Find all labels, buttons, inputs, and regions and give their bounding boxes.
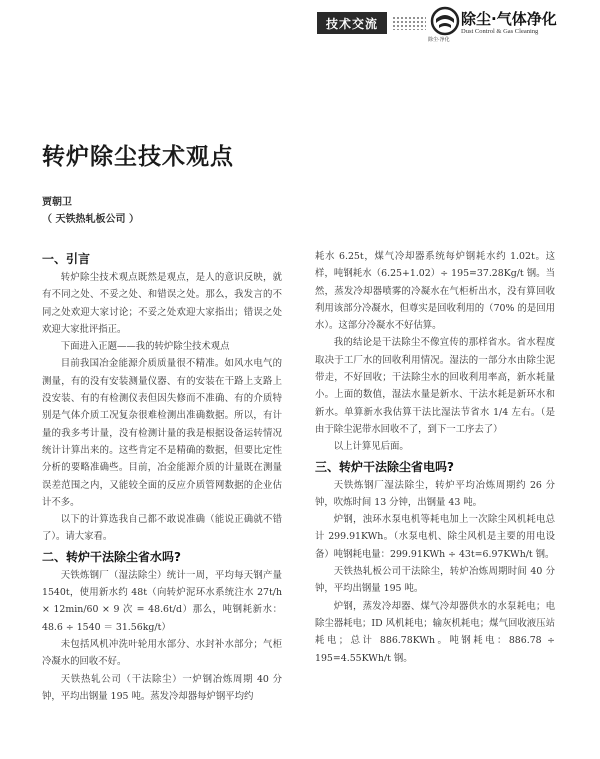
decorative-dots xyxy=(392,16,426,30)
section-heading: 三、转炉干法除尘省电吗? xyxy=(315,459,454,474)
body-paragraph: 未包括风机冲洗叶轮用水部分、水封补水部分；气柜冷凝水的回收不好。 xyxy=(42,638,282,668)
body-paragraph: 下面进入正题——我的转炉除尘技术观点 xyxy=(60,341,230,353)
logo-caption: 除尘·净化 xyxy=(428,37,450,43)
body-paragraph: 以上计算见后面。 xyxy=(333,441,409,453)
body-paragraph: 我的结论是干法除尘不像宣传的那样省水。省水程度取决于工厂水的回收利用情况。湿法的一部分水由除尘泥带走，不好回收；干法除尘水的回收利用率高，新水耗量小。上面的数值，湿法水量是新水、干法水耗是新环水和新水。单算新水我估算干法比湿法节省水 1/4 左右。（是由于除尘泥带水回收不了，到下一工序去了） xyxy=(315,337,555,435)
section-heading: 一、引言 xyxy=(42,252,91,266)
body-paragraph: 目前我国冶金能源介质质量很不精准。如风水电气的测量，有的没有安装测量仪器、有的安装在干路上支路上没安装、有的有检测仪表但因失修而不准确、有的介质特别是气体介质工况复杂很难检测出准确数据。所以，有计量的我多考计量，没有检测计量的我是根据设备运转情况统计计算出来的。这些肯定不是精确的数据，但要比定性分析的要略准确些。目前，冶金能源介质的计量既在测量误差范围之内，又能较全面的反应介质管网数据的企业估计不多。 xyxy=(42,358,282,508)
body-paragraph: 炉钢，浊环水泵电机等耗电加上一次除尘风机耗电总计 299.91KWh。（水泵电机、除尘风机是主要的用电设备）吨钢耗电量：299.91KWh ÷ 43t=6.97KWh/t 钢。 xyxy=(315,514,555,560)
right-column xyxy=(315,248,555,667)
body-paragraph: 转炉除尘技术观点既然是观点，是人的意识反映，就有不同之处、不妥之处、和错误之处。那么，我发言的不同之处欢迎大家讨论；不妥之处欢迎大家指出；错误之处欢迎大家批评指正。 xyxy=(42,272,282,335)
section-heading: 二、转炉干法除尘省水吗? xyxy=(42,549,181,564)
body-paragraph: 天铁炼钢厂（湿法除尘）统计一周，平均每天钢产量 1540t，使用新水约 48t（向转炉泥环水系统注水 27t/h × 12min/60 × 9 次 = 48.6t/d）那么，吨钢耗新水：48.6 ÷ 1540 ＝ 31.56kg/t） xyxy=(42,569,282,633)
body-paragraph: 炉钢，蒸发冷却器、煤气冷却器供水的水泵耗电；电除尘器耗电；ID 风机耗电；输灰机耗电；煤气回收液压站耗电；总计 886.78KWh。吨钢耗电：886.78 ÷ 195=4.55KWh/t 钢。 xyxy=(315,600,555,664)
affiliation: （ 天铁热轧板公司 ） xyxy=(42,214,139,225)
article-title: 转炉除尘技术观点 xyxy=(42,144,234,170)
body-paragraph: 耗水 6.25t，煤气冷却器系统每炉钢耗水约 1.02t。这样，吨钢耗水（6.25+1.02）÷ 195=37.28Kg/t 钢。当然，蒸发冷却器喷雾的冷凝水在气柜析出水，没有算回收利用该部分冷凝水，但尊实是回收利用的（70% 的是回用水）。这部分冷凝水不好估算。 xyxy=(315,251,555,332)
body-paragraph: 天铁炼钢厂湿法除尘，转炉平均冶炼周期约 26 分钟，吹炼时间 13 分钟，出钢量 43 吨。 xyxy=(315,479,555,508)
body-paragraph: 天铁热轧板公司干法除尘，转炉冶炼周期时间 40 分钟，平均出钢量 195 吨。 xyxy=(315,566,555,595)
journal-logo-icon xyxy=(430,6,460,36)
left-column xyxy=(42,248,282,705)
brand-english: Dust Control & Gas Cleaning xyxy=(461,28,539,35)
brand-name: 除尘·气体净化 xyxy=(461,10,557,28)
body-paragraph: 天铁热轧公司（干法除尘）一炉钢冶炼周期 40 分钟，平均出钢量 195 吨。蒸发冷却器每炉钢平均约 xyxy=(42,673,282,702)
section-badge: 技术交流 xyxy=(317,12,387,34)
author: 贾朝卫 xyxy=(42,197,72,208)
body-paragraph: 以下的计算选我自己都不敢说准确（能说正确就不错了）。请大家看。 xyxy=(42,514,282,543)
